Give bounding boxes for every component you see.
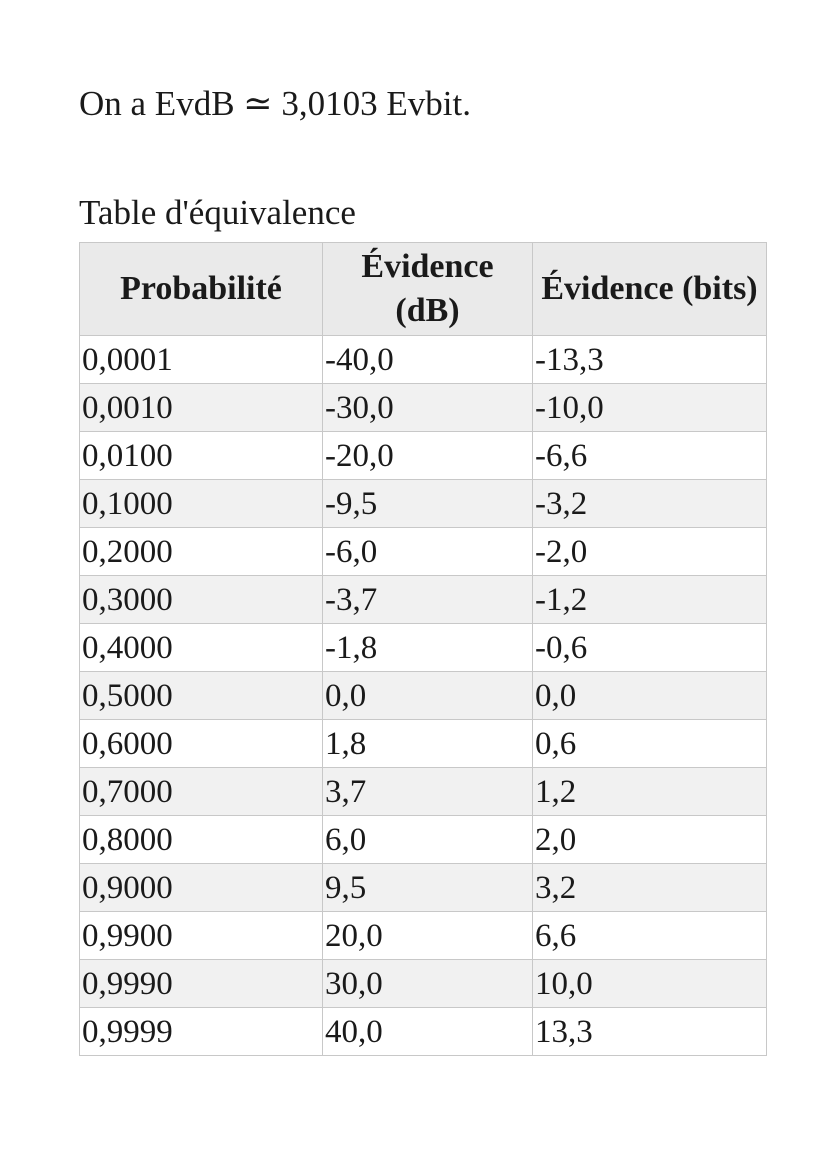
header-evidence-bits: Évidence (bits) bbox=[533, 243, 767, 336]
cell-evidence-db: 6,0 bbox=[323, 816, 533, 864]
cell-evidence-db: 1,8 bbox=[323, 720, 533, 768]
table-row bbox=[80, 720, 767, 768]
table-row bbox=[80, 816, 767, 864]
equivalence-table bbox=[79, 242, 767, 1056]
intro-paragraph: On a EvdB ≃ 3,0103 Evbit. bbox=[79, 84, 471, 123]
table-row bbox=[80, 960, 767, 1008]
cell-evidence-db: -40,0 bbox=[323, 336, 533, 384]
cell-evidence-bits: 0,0 bbox=[533, 672, 767, 720]
cell-evidence-db: 20,0 bbox=[323, 912, 533, 960]
cell-evidence-bits: 2,0 bbox=[533, 816, 767, 864]
cell-probability: 0,9000 bbox=[80, 864, 323, 912]
cell-evidence-bits: -13,3 bbox=[533, 336, 767, 384]
table-row bbox=[80, 480, 767, 528]
header-probability: Probabilité bbox=[80, 243, 323, 336]
cell-evidence-bits: 3,2 bbox=[533, 864, 767, 912]
cell-probability: 0,0100 bbox=[80, 432, 323, 480]
cell-probability: 0,1000 bbox=[80, 480, 323, 528]
cell-evidence-db: 40,0 bbox=[323, 1008, 533, 1056]
cell-probability: 0,7000 bbox=[80, 768, 323, 816]
cell-probability: 0,8000 bbox=[80, 816, 323, 864]
table-row bbox=[80, 768, 767, 816]
cell-evidence-bits: 6,6 bbox=[533, 912, 767, 960]
cell-evidence-bits: -0,6 bbox=[533, 624, 767, 672]
cell-probability: 0,5000 bbox=[80, 672, 323, 720]
cell-evidence-bits: 0,6 bbox=[533, 720, 767, 768]
cell-probability: 0,9999 bbox=[80, 1008, 323, 1056]
cell-evidence-bits: 1,2 bbox=[533, 768, 767, 816]
cell-probability: 0,3000 bbox=[80, 576, 323, 624]
cell-evidence-bits: 13,3 bbox=[533, 1008, 767, 1056]
table-row bbox=[80, 528, 767, 576]
table-caption: Table d'équivalence bbox=[79, 193, 356, 232]
table-row bbox=[80, 336, 767, 384]
cell-probability: 0,0010 bbox=[80, 384, 323, 432]
cell-evidence-db: -3,7 bbox=[323, 576, 533, 624]
cell-evidence-db: -30,0 bbox=[323, 384, 533, 432]
cell-probability: 0,9990 bbox=[80, 960, 323, 1008]
cell-probability: 0,2000 bbox=[80, 528, 323, 576]
cell-probability: 0,9900 bbox=[80, 912, 323, 960]
cell-evidence-bits: -10,0 bbox=[533, 384, 767, 432]
cell-evidence-db: 3,7 bbox=[323, 768, 533, 816]
cell-probability: 0,4000 bbox=[80, 624, 323, 672]
cell-evidence-db: 30,0 bbox=[323, 960, 533, 1008]
cell-evidence-bits: -3,2 bbox=[533, 480, 767, 528]
cell-evidence-db: 0,0 bbox=[323, 672, 533, 720]
table-row bbox=[80, 672, 767, 720]
cell-evidence-bits: -6,6 bbox=[533, 432, 767, 480]
table-row bbox=[80, 624, 767, 672]
table-row bbox=[80, 864, 767, 912]
header-evidence-db: Évidence (dB) bbox=[323, 243, 533, 336]
cell-probability: 0,6000 bbox=[80, 720, 323, 768]
cell-evidence-db: -20,0 bbox=[323, 432, 533, 480]
cell-probability: 0,0001 bbox=[80, 336, 323, 384]
cell-evidence-bits: 10,0 bbox=[533, 960, 767, 1008]
table-row bbox=[80, 912, 767, 960]
cell-evidence-db: -6,0 bbox=[323, 528, 533, 576]
table-header-row bbox=[80, 243, 767, 336]
table-row bbox=[80, 384, 767, 432]
table-row bbox=[80, 432, 767, 480]
cell-evidence-bits: -2,0 bbox=[533, 528, 767, 576]
cell-evidence-bits: -1,2 bbox=[533, 576, 767, 624]
table-row bbox=[80, 576, 767, 624]
cell-evidence-db: -9,5 bbox=[323, 480, 533, 528]
cell-evidence-db: 9,5 bbox=[323, 864, 533, 912]
table-row bbox=[80, 1008, 767, 1056]
cell-evidence-db: -1,8 bbox=[323, 624, 533, 672]
